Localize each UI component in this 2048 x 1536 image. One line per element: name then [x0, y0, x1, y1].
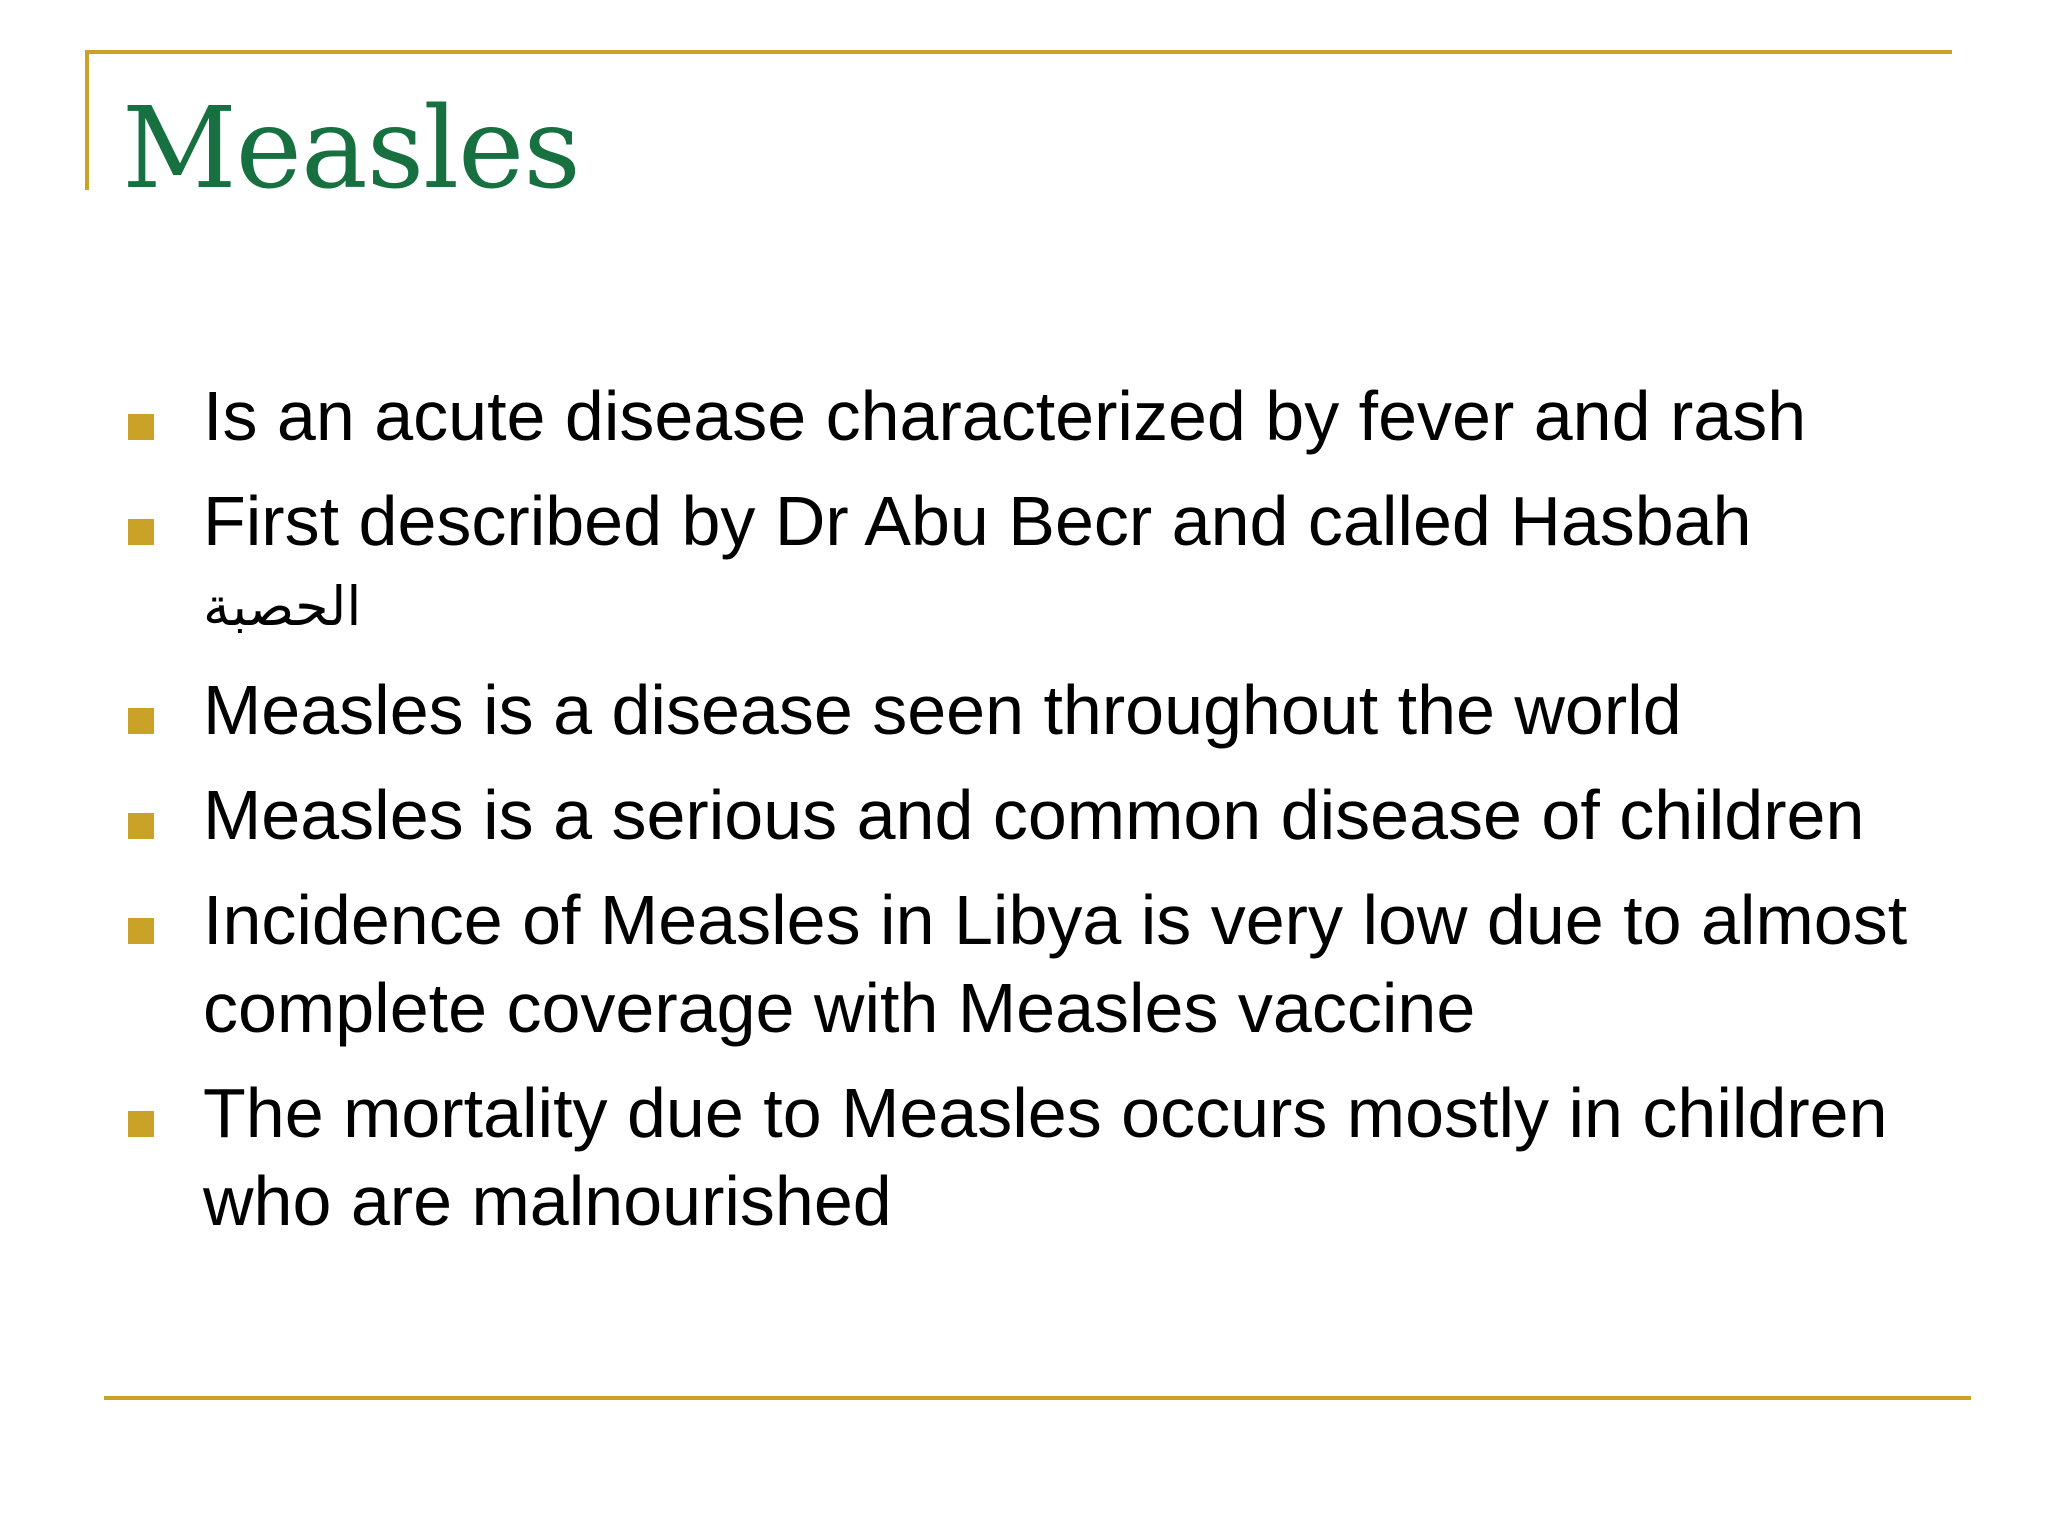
bullet-item: [128, 372, 1988, 460]
bullet-item: [128, 771, 1988, 859]
bullet-text: Is an acute disease characterized by fever and rash: [203, 377, 1807, 455]
bullet-item: [128, 1069, 1988, 1245]
bullet-item: [128, 876, 1988, 1052]
left-accent-bar: [85, 50, 89, 190]
slide-title: Measles: [122, 84, 580, 214]
top-divider: [85, 50, 1952, 54]
bullet-text: First described by Dr Abu Becr and called Hasbah: [203, 482, 1752, 560]
square-bullet-icon: [128, 708, 154, 734]
square-bullet-icon: [128, 1111, 154, 1137]
bullet-item: [128, 477, 1988, 649]
bullet-text: Incidence of Measles in Libya is very low due to almost complete coverage with Measles vaccine: [203, 881, 1908, 1047]
arabic-term: الحصبة: [203, 575, 362, 638]
bottom-divider: [104, 1396, 1971, 1400]
square-bullet-icon: [128, 519, 154, 545]
square-bullet-icon: [128, 813, 154, 839]
bullet-list: [128, 372, 1988, 1262]
bullet-text: Measles is a serious and common disease of children: [203, 776, 1865, 854]
square-bullet-icon: [128, 918, 154, 944]
bullet-item: [128, 666, 1988, 754]
bullet-text: Measles is a disease seen throughout the world: [203, 671, 1682, 749]
bullet-text: The mortality due to Measles occurs mostly in children who are malnourished: [203, 1074, 1888, 1240]
square-bullet-icon: [128, 414, 154, 440]
